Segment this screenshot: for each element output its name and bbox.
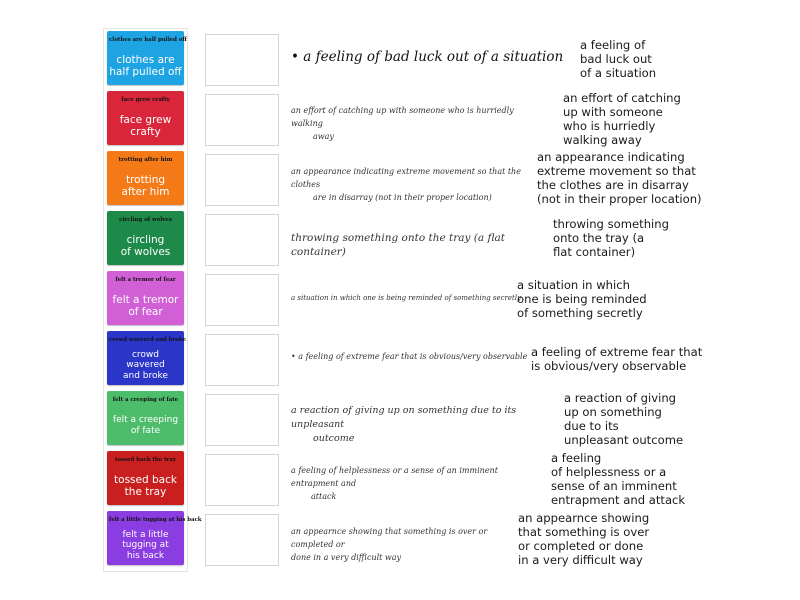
tile-label: trotting after him [121,173,170,198]
definition-text: a feeling of extreme fear that is obvious/very observable [531,345,703,373]
definition-text: throwing something onto the tray (a flat container) [553,217,669,259]
drop-slot[interactable] [205,394,279,446]
tile-image-caption: trotting after him [118,157,173,163]
definition-image-text: an appearnce showing that something is over or completed or done in a very difficult way [291,527,488,562]
tile-image-caption: circling of wolves [119,217,172,223]
definition-image-text: • a feeling of bad luck out of a situation [291,49,564,65]
tile-image-caption: tossed back the tray [114,457,177,463]
tile-label: felt a tremor of fear [112,293,179,318]
drop-slot[interactable] [205,214,279,266]
tile-circling-of-wolves[interactable] [107,211,184,265]
tile-felt-a-little-tugging-at-his-back[interactable] [107,511,202,565]
definition-image-text: a reaction of giving up on something due to its unpleasant outcome [291,405,517,444]
tile-face-grew-crafty[interactable] [107,91,184,145]
drop-slot[interactable] [205,454,279,506]
drop-slot[interactable] [205,154,279,206]
definition-text: an appearnce showing that something is over or completed or done in a very difficult way [518,511,650,567]
definition-text: an appearance indicating extreme movement so that the clothes are in disarray (not in their proper location) [537,150,702,206]
tile-image-caption: felt a tremor of fear [115,277,176,283]
tile-image-caption: felt a little tugging at his back [109,517,202,523]
tile-image-caption: felt a creeping of fate [112,397,179,403]
tile-label: felt a little tugging at his back [122,529,169,561]
tile-label: circling of wolves [120,233,171,258]
drop-slot[interactable] [205,274,279,326]
definition-text: a feeling of bad luck out of a situation [580,38,657,80]
tile-label: felt a creeping of fate [112,415,179,436]
definition-text: a reaction of giving up on something due to its unpleasant outcome [564,391,684,447]
definition-image-text: an appearance indicating extreme movement so that the clothes are in disarray (not in their proper location) [291,167,521,202]
tile-clothes-half-pulled-off[interactable] [107,31,187,85]
drop-slot[interactable] [205,34,279,86]
definition-image-text: • a feeling of extreme fear that is obvious/very observable [291,352,528,361]
definition-image-text: a situation in which one is being reminded of something secretly [291,294,522,302]
tile-tossed-back-the-tray[interactable] [107,451,184,505]
tile-trotting-after-him[interactable] [107,151,184,205]
tile-crowd-wavered-and-broke[interactable] [107,331,187,385]
drop-slot[interactable] [205,94,279,146]
tile-image-caption: face grew crafty [121,97,170,103]
definition-text: a feeling of helplessness or a sense of an imminent entrapment and attack [551,451,686,507]
definition-image-text: throwing something onto the tray (a flat container) [291,232,505,258]
drop-slot[interactable] [205,514,279,566]
tile-felt-a-tremor-of-fear[interactable] [107,271,184,325]
tile-label: face grew crafty [119,113,172,138]
tile-felt-a-creeping-of-fate[interactable] [107,391,184,445]
definition-text: an effort of catching up with someone who is hurriedly walking away [563,91,681,147]
definition-image-text: an effort of catching up with someone who is hurriedly walking away [291,106,514,141]
tile-label: clothes are half pulled off [109,53,182,78]
tile-image-caption: clothes are half pulled off [109,37,187,43]
definition-image-text: a feeling of helplessness or a sense of an imminent entrapment and attack [291,466,498,501]
drop-slot[interactable] [205,334,279,386]
definition-text: a situation in which one is being reminded of something secretly [517,278,647,320]
tile-label: tossed back the tray [114,473,177,498]
tile-label: crowd wavered and broke [123,349,168,381]
tile-image-caption: crowd wavered and broke [109,337,187,343]
